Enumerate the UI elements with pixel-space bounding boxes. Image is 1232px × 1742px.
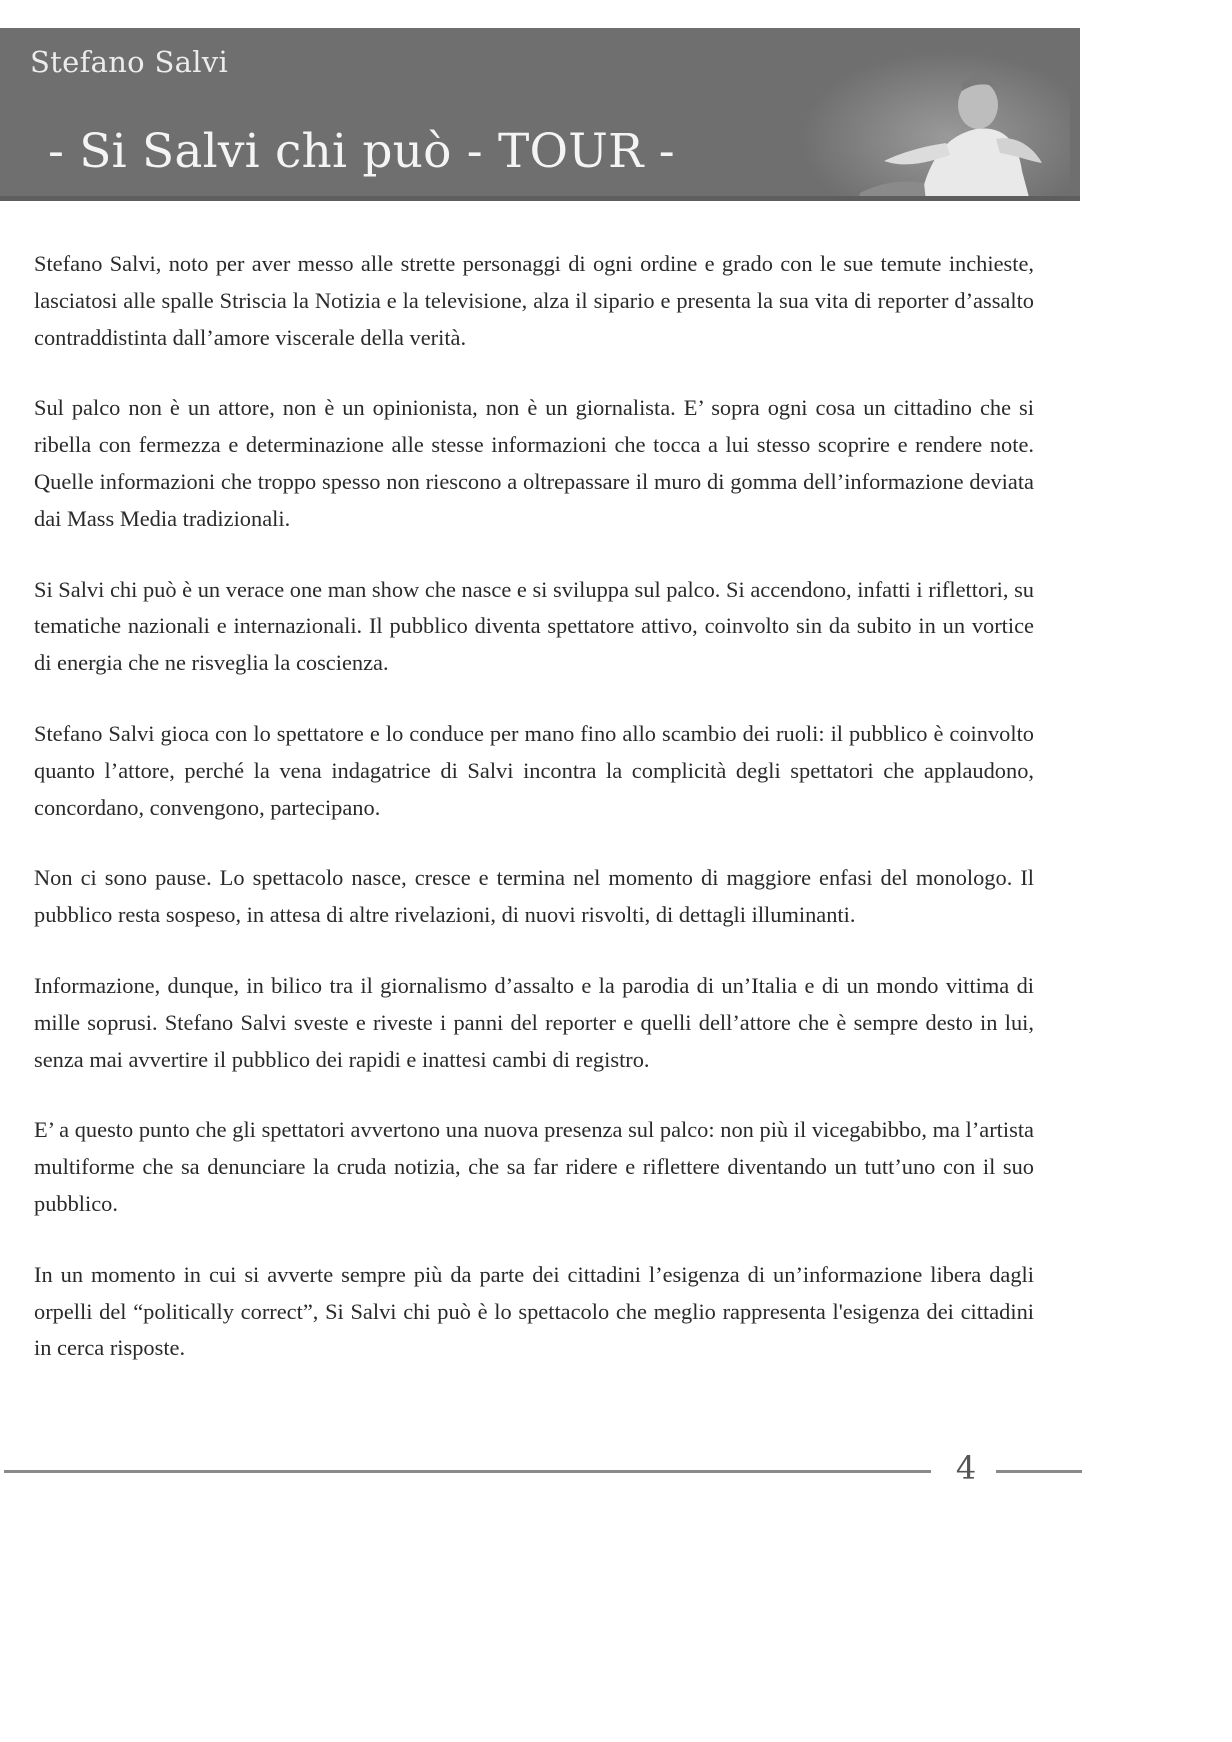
paragraph: Stefano Salvi, noto per aver messo alle strette personaggi di ogni ordine e grado con le sue temute inchieste, lasciatosi alle spalle Striscia la Notizia e la televisione, alza il sipario e presenta la sua vita di reporter d’assalto contraddistinta dall’amore viscerale della verità. [34,251,1034,350]
body-text [34,246,1034,1401]
paragraph: Non ci sono pause. Lo spettacolo nasce, cresce e termina nel momento di maggiore enfasi del monologo. Il pubblico resta sospeso, in attesa di altre rivelazioni, di nuovi risvolti, di dettagli illuminanti. [34,865,1034,928]
performer-photo [800,43,1070,201]
paragraph: In un momento in cui si avverte sempre più da parte dei cittadini l’esigenza di un’informazione libera dagli orpelli del “politically correct”, Si Salvi chi può è lo spettacolo che meglio rappresenta l'esigenza dei cittadini in cerca risposte. [34,1261,1034,1361]
paragraph: Si Salvi chi può è un verace one man show che nasce e si sviluppa sul palco. Si accendono, infatti i riflettori, su tematiche nazionali e internazionali. Il pubblico diventa spettatore attivo, coinvolto sin da subito in un vortice di energia che ne risveglia la coscienza. [34,576,1034,676]
paragraph: Sul palco non è un attore, non è un opinionista, non è un giornalista. E’ sopra ogni cosa un cittadino che si ribella con fermezza e determinazione alle stesse informazioni che tocca a lui stesso scoprire e rendere note. Quelle informazioni che troppo spesso non riescono a oltrepassare il muro di gomma dell’informazione deviata dai Mass Media tradizionali. [34,395,1034,531]
paragraph: Stefano Salvi gioca con lo spettatore e lo conduce per mano fino allo scambio dei ruoli: il pubblico è coinvolto quanto l’attore, perché la vena indagatrice di Salvi incontra la complicità degli spettatori che applaudono, concordano, convengono, partecipano. [34,720,1034,820]
author-name: Stefano Salvi [30,45,229,79]
footer-rule-right [996,1470,1082,1473]
page-number: 4 [955,1449,977,1487]
page-title: - Si Salvi chi può - TOUR - [48,124,675,179]
paragraph: Informazione, dunque, in bilico tra il giornalismo d’assalto e la parodia di un’Italia e di un mondo vittima di mille soprusi. Stefano Salvi sveste e riveste i panni del reporter e quelli dell’attore che è sempre desto in lui, senza mai avvertire il pubblico dei rapidi e inattesi cambi di registro. [34,972,1034,1072]
header-banner [0,28,1080,201]
paragraph: E’ a questo punto che gli spettatori avvertono una nuova presenza sul palco: non più il vicegabibbo, ma l’artista multiforme che sa denunciare la cruda notizia, che sa far ridere e riflettere diventando un tutt’uno con il suo pubblico. [34,1117,1034,1216]
footer-rule-left [4,1470,931,1473]
